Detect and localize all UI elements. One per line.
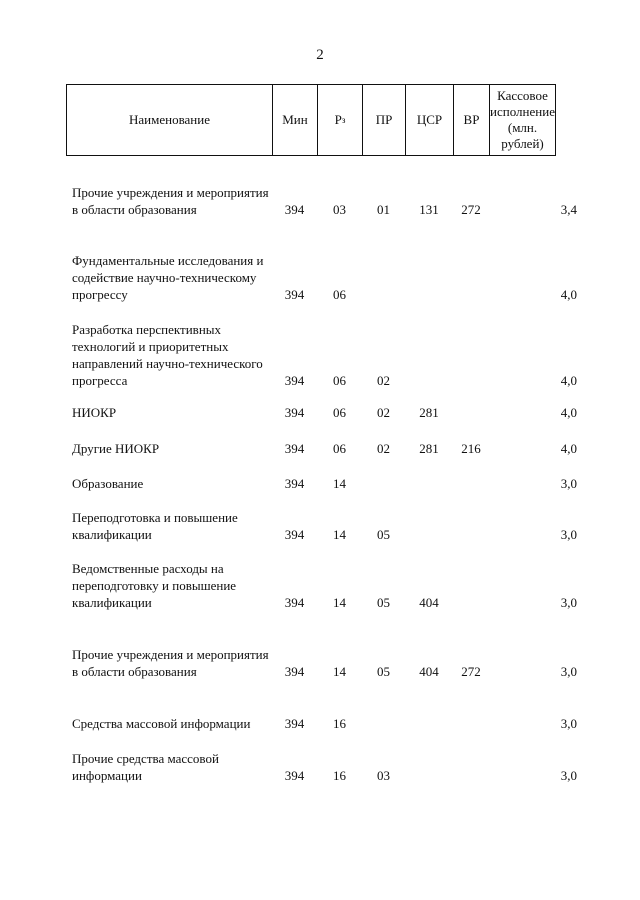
cell-csr: 281 <box>419 441 439 456</box>
cell-pr: 01 <box>377 202 390 217</box>
cell-rz: 06 <box>333 373 346 388</box>
cell-amount: 3,0 <box>560 716 577 731</box>
cell-amount: 3,0 <box>560 595 577 610</box>
cell-name: Средства массовой информации <box>72 716 251 731</box>
cell-amount: 4,0 <box>560 373 577 388</box>
cell-rz: 03 <box>333 202 346 217</box>
cell-min: 394 <box>284 664 305 679</box>
header-vr: ВР <box>454 85 490 155</box>
cell-name: Переподготовка и повышение квалификации <box>72 510 238 542</box>
cell-min: 394 <box>284 405 305 420</box>
cell-name: Разработка перспективных технологий и приоритетных направлений научно-технического прогресса <box>72 322 263 388</box>
cell-name: Прочие учреждения и мероприятия в области образования <box>72 185 269 217</box>
cell-csr: 404 <box>419 664 439 679</box>
cell-min: 394 <box>284 768 305 783</box>
cell-min: 394 <box>284 287 305 302</box>
cell-csr: 404 <box>419 595 439 610</box>
cell-rz: 16 <box>333 768 346 783</box>
cell-min: 394 <box>284 476 305 491</box>
header-csr: ЦСР <box>406 85 454 155</box>
cell-name: НИОКР <box>72 405 117 420</box>
cell-amount: 3,4 <box>560 202 577 217</box>
cell-name: Ведомственные расходы на переподготовку и повышение квалификации <box>72 561 237 610</box>
cell-pr: 03 <box>377 768 390 783</box>
cell-pr: 05 <box>377 595 390 610</box>
cell-pr: 02 <box>377 405 390 420</box>
cell-min: 394 <box>284 441 305 456</box>
cell-rz: 16 <box>333 716 346 731</box>
cell-rz: 14 <box>333 664 346 679</box>
cell-csr: 131 <box>419 202 439 217</box>
cell-rz: 06 <box>333 287 346 302</box>
cell-pr: 02 <box>377 441 390 456</box>
header-amount: Кассовое исполнение (млн. рублей) <box>490 88 555 151</box>
cell-name: Другие НИОКР <box>72 441 160 456</box>
cell-amount: 4,0 <box>560 441 577 456</box>
cell-amount: 3,0 <box>560 476 577 491</box>
cell-amount: 4,0 <box>560 405 577 420</box>
cell-csr: 281 <box>419 405 439 420</box>
cell-pr: 02 <box>377 373 390 388</box>
cell-min: 394 <box>284 527 305 542</box>
cell-amount: 4,0 <box>560 287 577 302</box>
cell-name: Прочие средства массовой информации <box>72 751 219 783</box>
header-pr: ПР <box>363 85 406 155</box>
cell-amount: 3,0 <box>560 768 577 783</box>
header-rz-main: Р <box>334 112 342 127</box>
cell-rz: 14 <box>333 527 346 542</box>
cell-vr: 216 <box>461 441 481 456</box>
cell-vr: 272 <box>461 664 481 679</box>
cell-rz: 14 <box>333 476 346 491</box>
page-number: 2 <box>316 47 324 63</box>
cell-name: Прочие учреждения и мероприятия в области образования <box>72 647 269 679</box>
cell-name: Фундаментальные исследования и содействие научно-техническому прогрессу <box>72 253 264 302</box>
cell-min: 394 <box>284 373 305 388</box>
cell-pr: 05 <box>377 527 390 542</box>
cell-amount: 3,0 <box>560 527 577 542</box>
cell-min: 394 <box>284 716 305 731</box>
cell-rz: 06 <box>333 441 346 456</box>
cell-rz: 06 <box>333 405 346 420</box>
cell-vr: 272 <box>461 202 481 217</box>
header-min: Мин <box>273 85 318 155</box>
cell-name: Образование <box>72 476 144 491</box>
cell-rz: 14 <box>333 595 346 610</box>
header-rz-sub: з <box>341 115 346 125</box>
cell-min: 394 <box>284 202 305 217</box>
header-name: Наименование <box>67 85 273 155</box>
cell-amount: 3,0 <box>560 664 577 679</box>
cell-pr: 05 <box>377 664 390 679</box>
cell-min: 394 <box>284 595 305 610</box>
